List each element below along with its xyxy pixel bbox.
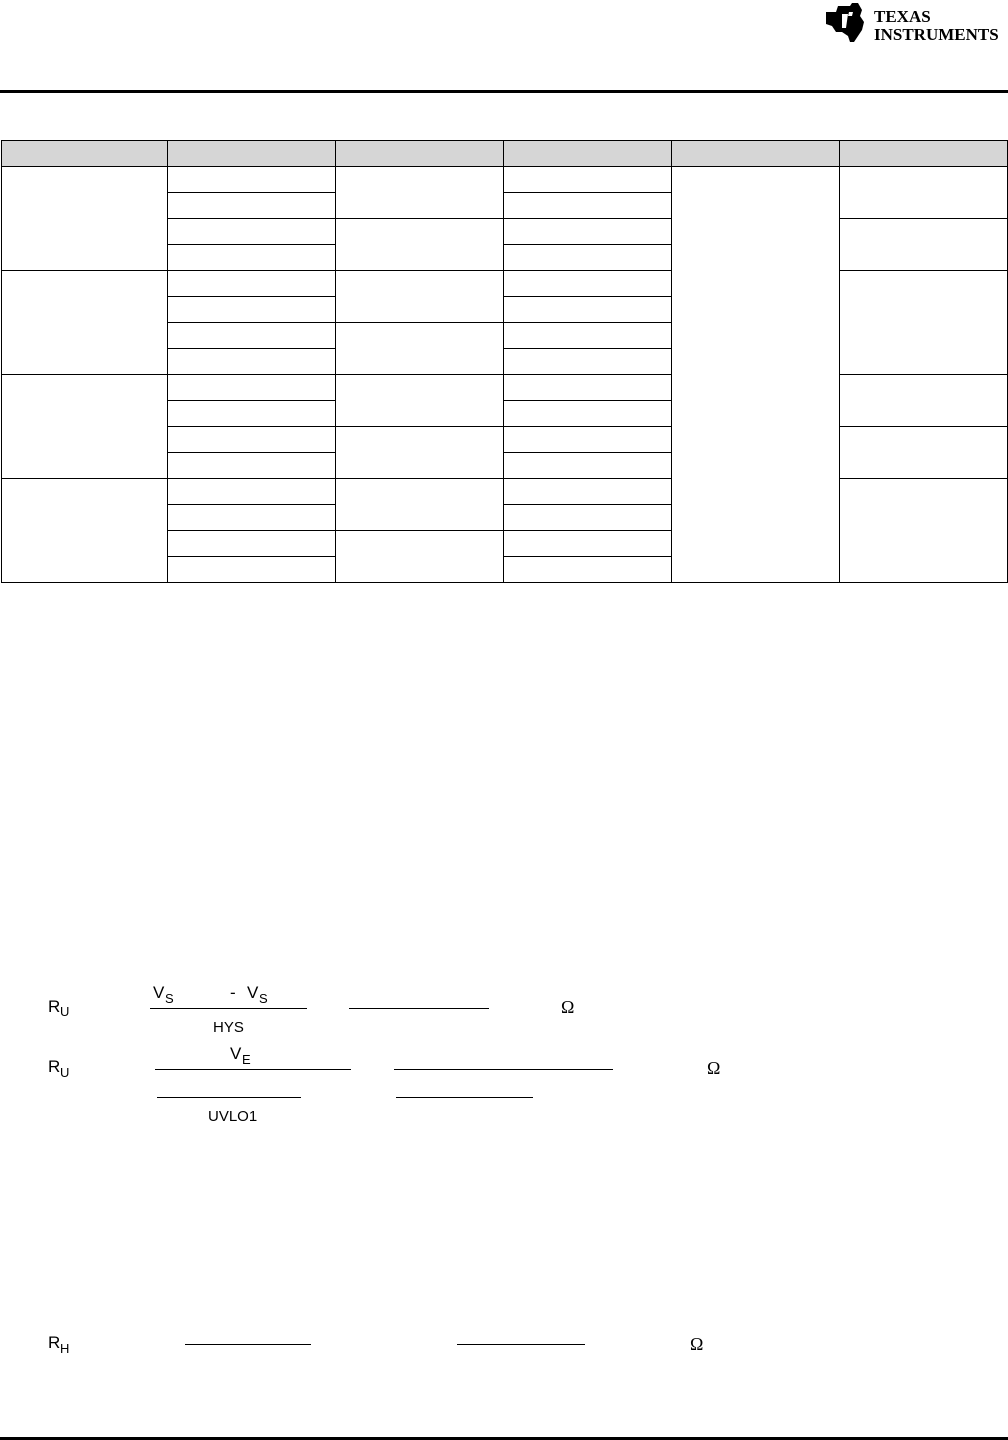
table-cell	[504, 427, 672, 453]
table-cell	[336, 219, 504, 271]
table-row	[2, 271, 1008, 297]
table-header-cell	[504, 141, 672, 167]
ti-logo	[822, 2, 1008, 46]
table-cell	[504, 349, 672, 375]
ti-logo-mark-icon	[822, 2, 870, 44]
table-cell	[2, 271, 168, 375]
table-cell	[2, 479, 168, 583]
eq2-numerator-v-subscript: E	[242, 1052, 251, 1067]
table-cell	[504, 271, 672, 297]
eq1-denominator: HYS	[213, 1019, 244, 1036]
table-cell	[168, 479, 336, 505]
table-cell	[840, 375, 1008, 427]
table-cell	[168, 167, 336, 193]
eq2-unit: Ω	[707, 1058, 721, 1078]
table-cell	[336, 427, 504, 479]
eq2-lhs-subscript: U	[60, 1065, 70, 1080]
eq1-numerator-v2-subscript: S	[259, 991, 268, 1006]
eq2-lhs-symbol: R	[48, 1057, 61, 1076]
eq3-unit: Ω	[690, 1334, 704, 1354]
table-cell	[840, 219, 1008, 271]
logo-line-instruments: INSTRUMENTS	[874, 25, 999, 44]
eq2-numerator-v: V	[230, 1044, 242, 1063]
eq1-unit: Ω	[561, 997, 575, 1017]
table-cell	[504, 505, 672, 531]
table-cell	[336, 479, 504, 531]
table-cell	[672, 167, 840, 583]
eq1-numerator-v2: V	[247, 983, 259, 1002]
header-rule	[0, 90, 1008, 93]
table-cell	[504, 219, 672, 245]
table-cell	[504, 323, 672, 349]
table-header-cell	[840, 141, 1008, 167]
table-cell	[2, 167, 168, 271]
table-cell	[840, 427, 1008, 479]
eq1-fraction-bar-2	[349, 1008, 489, 1009]
table-cell	[336, 323, 504, 375]
table-cell	[168, 297, 336, 323]
table-header-cell	[336, 141, 504, 167]
table-cell	[336, 271, 504, 323]
eq1-fraction-bar	[150, 1008, 307, 1009]
table-cell	[168, 453, 336, 479]
table-cell	[2, 375, 168, 479]
table-cell	[168, 557, 336, 583]
eq2-inner-fraction-bar	[157, 1097, 301, 1098]
table-cell	[168, 219, 336, 245]
table-cell	[168, 427, 336, 453]
table-cell	[336, 375, 504, 427]
table-cell	[168, 531, 336, 557]
eq2-denominator: UVLO1	[208, 1108, 258, 1125]
table-cell	[504, 401, 672, 427]
table-header-row	[2, 141, 1008, 167]
table-cell	[504, 297, 672, 323]
table-cell	[840, 271, 1008, 375]
table-cell	[168, 401, 336, 427]
table-cell	[504, 531, 672, 557]
eq1-numerator-operator: -	[230, 983, 236, 1002]
table-header-cell	[2, 141, 168, 167]
eq1-numerator-v1: V	[153, 983, 165, 1002]
eq2-fraction-bar	[155, 1069, 351, 1070]
table-cell	[504, 167, 672, 193]
table-cell	[504, 557, 672, 583]
table-cell	[504, 193, 672, 219]
table-cell	[504, 453, 672, 479]
table-row	[2, 167, 1008, 193]
eq3-fraction-bar-2	[457, 1344, 585, 1345]
eq2-inner-fraction-bar-2	[396, 1097, 533, 1098]
table-cell	[168, 349, 336, 375]
eq1-lhs-subscript: U	[60, 1004, 70, 1019]
table-cell	[504, 245, 672, 271]
eq3-lhs-subscript: H	[60, 1341, 70, 1356]
eq3-fraction-bar	[185, 1344, 311, 1345]
spec-table	[1, 140, 1008, 583]
table-cell	[168, 323, 336, 349]
table-cell	[336, 531, 504, 583]
eq1-lhs-symbol: R	[48, 997, 61, 1016]
table-cell	[336, 167, 504, 219]
table-cell	[168, 193, 336, 219]
table-cell	[168, 245, 336, 271]
logo-line-texas: TEXAS	[874, 7, 931, 26]
table-cell	[504, 479, 672, 505]
eq1-numerator-v1-subscript: S	[165, 991, 174, 1006]
table-cell	[168, 375, 336, 401]
table-cell	[168, 505, 336, 531]
table-header-cell	[672, 141, 840, 167]
eq2-fraction-bar-2	[394, 1069, 613, 1070]
table-cell	[504, 375, 672, 401]
table-row	[2, 375, 1008, 401]
table-header-cell	[168, 141, 336, 167]
table-cell	[840, 167, 1008, 219]
table-cell	[168, 271, 336, 297]
table-row	[2, 479, 1008, 505]
eq3-lhs-symbol: R	[48, 1333, 61, 1352]
table-cell	[840, 479, 1008, 583]
